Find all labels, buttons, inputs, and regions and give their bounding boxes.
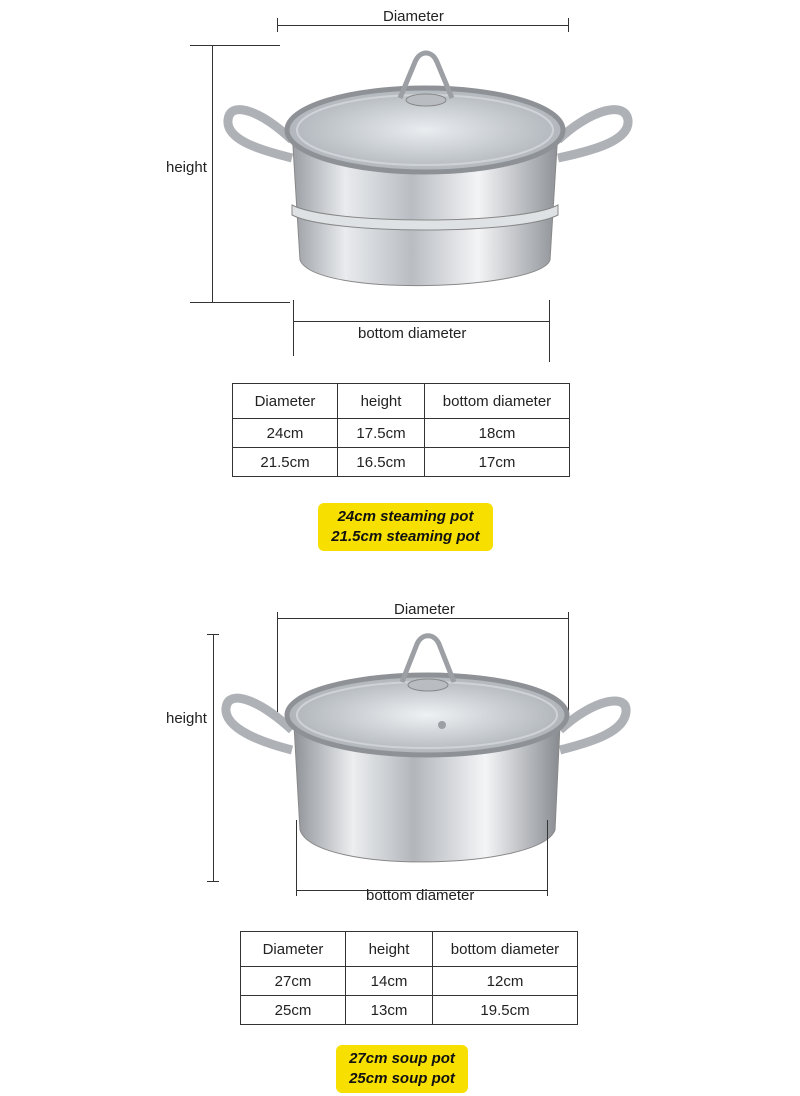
- table-cell: 17cm: [425, 448, 570, 477]
- badge-line: 25cm soup pot: [349, 1070, 455, 1087]
- table-cell: 16.5cm: [338, 448, 425, 477]
- table-row: [241, 996, 578, 1025]
- table-row: [233, 419, 570, 448]
- table-row: [241, 967, 578, 996]
- table-header: height: [338, 384, 425, 419]
- table-cell: 13cm: [346, 996, 433, 1025]
- table-header: Diameter: [233, 384, 338, 419]
- product-badge: [318, 503, 493, 551]
- table-cell: 19.5cm: [433, 996, 578, 1025]
- table-header: height: [346, 932, 433, 967]
- badge-line: 27cm soup pot: [349, 1050, 455, 1067]
- height-line: [212, 45, 213, 303]
- steaming-pot-image: [220, 40, 640, 310]
- table-header-row: [241, 932, 578, 967]
- table-row: [233, 448, 570, 477]
- height-label: height: [166, 159, 207, 176]
- height-label: height: [166, 710, 207, 727]
- bottom-diameter-line: [293, 321, 550, 322]
- diameter-line: [277, 25, 569, 26]
- table-cell: 27cm: [241, 967, 346, 996]
- bottom-diameter-label: bottom diameter: [366, 887, 475, 904]
- table-cell: 21.5cm: [233, 448, 338, 477]
- diameter-label: Diameter: [383, 8, 444, 25]
- table-cell: 25cm: [241, 996, 346, 1025]
- table-cell: 24cm: [233, 419, 338, 448]
- badge-line: 21.5cm steaming pot: [331, 528, 480, 545]
- height-line: [213, 634, 214, 882]
- spec-table: [232, 383, 570, 477]
- table-header: bottom diameter: [425, 384, 570, 419]
- table-cell: 14cm: [346, 967, 433, 996]
- table-header: Diameter: [241, 932, 346, 967]
- diameter-label: Diameter: [394, 601, 455, 618]
- badge-line: 24cm steaming pot: [337, 508, 474, 525]
- soup-pot-image: [220, 630, 640, 890]
- table-header: bottom diameter: [433, 932, 578, 967]
- product-badge: [336, 1045, 468, 1093]
- bottom-diameter-label: bottom diameter: [358, 325, 467, 342]
- table-cell: 18cm: [425, 419, 570, 448]
- table-header-row: [233, 384, 570, 419]
- diameter-line: [277, 618, 569, 619]
- spec-table: [240, 931, 578, 1025]
- table-cell: 17.5cm: [338, 419, 425, 448]
- table-cell: 12cm: [433, 967, 578, 996]
